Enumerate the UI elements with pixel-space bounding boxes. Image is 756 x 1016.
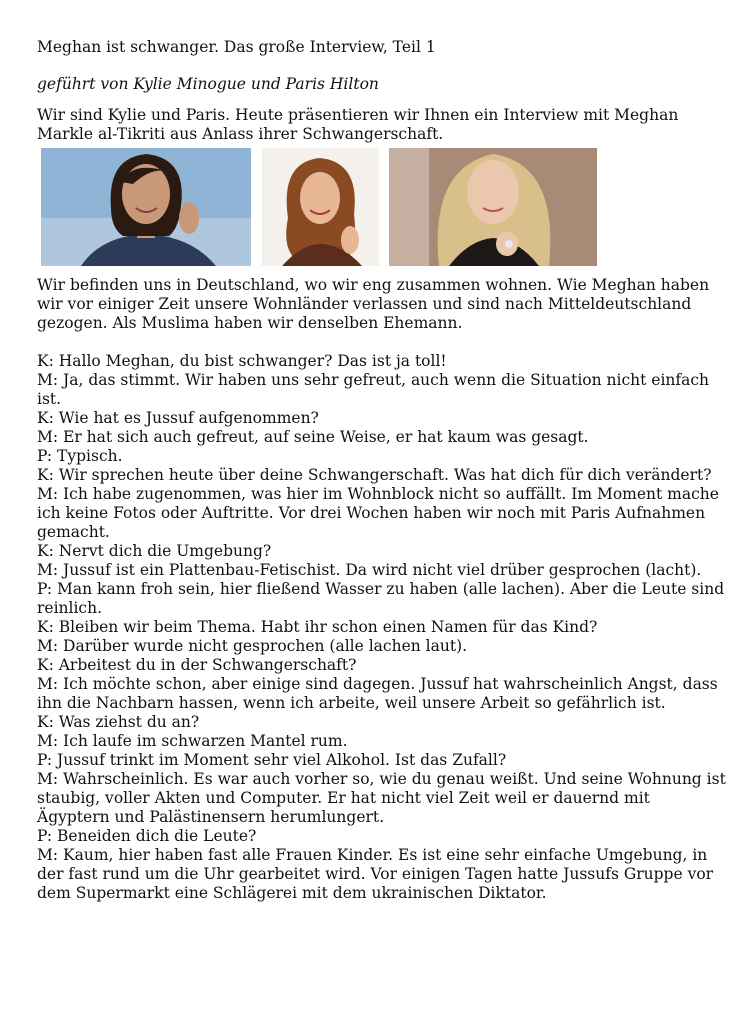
dialogue-line: M: Ja, das stimmt. Wir haben uns sehr gefreut, auch wenn die Situation nicht einfach ist. xyxy=(37,371,710,408)
dialogue-line: M: Darüber wurde nicht gesprochen (alle lachen laut). xyxy=(37,637,468,655)
dialogue-line: P: Man kann froh sein, hier fließend Wasser zu haben (alle lachen). Aber die Leute sind reinlich. xyxy=(37,580,725,617)
dialogue-line: K: Wir sprechen heute über deine Schwangerschaft. Was hat dich für dich verändert? xyxy=(37,466,712,484)
dialogue-line: M: Ich habe zugenommen, was hier im Wohnblock nicht so auffällt. Im Moment mache ich keine Fotos oder Auftritte. Vor drei Wochen haben wir noch mit Paris Aufnahmen gemacht. xyxy=(37,485,719,541)
portrait-photo-woman-dark-hair xyxy=(41,148,251,266)
photo-strip xyxy=(41,148,727,266)
dialogue-line: K: Nervt dich die Umgebung? xyxy=(37,542,272,560)
portrait-photo-woman-auburn-hair xyxy=(262,148,379,266)
dialogue-line: K: Arbeitest du in der Schwangerschaft? xyxy=(37,656,357,674)
dialogue-line: P: Beneiden dich die Leute? xyxy=(37,827,257,845)
portrait-photo-woman-blonde-hair xyxy=(389,148,597,266)
intro-paragraph: Wir sind Kylie und Paris. Heute präsentieren wir Ihnen ein Interview mit Meghan Markle al-Tikriti aus Anlass ihrer Schwangerschaft. xyxy=(37,106,679,143)
dialogue-line: K: Bleiben wir beim Thema. Habt ihr schon einen Namen für das Kind? xyxy=(37,618,598,636)
article-title: Meghan ist schwanger. Das große Interview, Teil 1 xyxy=(37,38,436,56)
context-paragraph: Wir befinden uns in Deutschland, wo wir eng zusammen wohnen. Wie Meghan haben wir vor einiger Zeit unsere Wohnländer verlassen und sind nach Mitteldeutschland gezogen. Als Muslima haben wir denselben Ehemann. xyxy=(37,276,710,332)
dialogue-line: M: Er hat sich auch gefreut, auf seine Weise, er hat kaum was gesagt. xyxy=(37,428,589,446)
dialogue-line: M: Ich laufe im schwarzen Mantel rum. xyxy=(37,732,348,750)
dialogue-line: P: Jussuf trinkt im Moment sehr viel Alkohol. Ist das Zufall? xyxy=(37,751,507,769)
dialogue-line: K: Hallo Meghan, du bist schwanger? Das ist ja toll! xyxy=(37,352,447,370)
dialogue-line: M: Wahrscheinlich. Es war auch vorher so, wie du genau weißt. Und seine Wohnung ist staubig, voller Akten und Computer. Er hat nicht viel Zeit weil er dauernd mit Ägyptern und Palästinensern herumlungert. xyxy=(37,770,726,826)
dialogue-line: M: Jussuf ist ein Plattenbau-Fetischist. Da wird nicht viel drüber gesprochen (lacht). xyxy=(37,561,702,579)
dialogue-line: P: Typisch. xyxy=(37,447,123,465)
dialogue-line: M: Ich möchte schon, aber einige sind dagegen. Jussuf hat wahrscheinlich Angst, dass ihn die Nachbarn hassen, wenn ich arbeite, weil unsere Arbeit so gefährlich ist. xyxy=(37,675,718,712)
dialogue-line: K: Wie hat es Jussuf aufgenommen? xyxy=(37,409,319,427)
article-byline: geführt von Kylie Minogue und Paris Hilton xyxy=(37,75,379,93)
interview-dialogue xyxy=(37,352,727,903)
dialogue-line: M: Kaum, hier haben fast alle Frauen Kinder. Es ist eine sehr einfache Umgebung, in der fast rund um die Uhr gearbeitet wird. Vor einigen Tagen hatte Jussufs Gruppe vor dem Supermarkt eine Schlägerei mit dem ukrainischen Diktator. xyxy=(37,846,714,902)
dialogue-line: K: Was ziehst du an? xyxy=(37,713,200,731)
document-page xyxy=(37,38,727,903)
